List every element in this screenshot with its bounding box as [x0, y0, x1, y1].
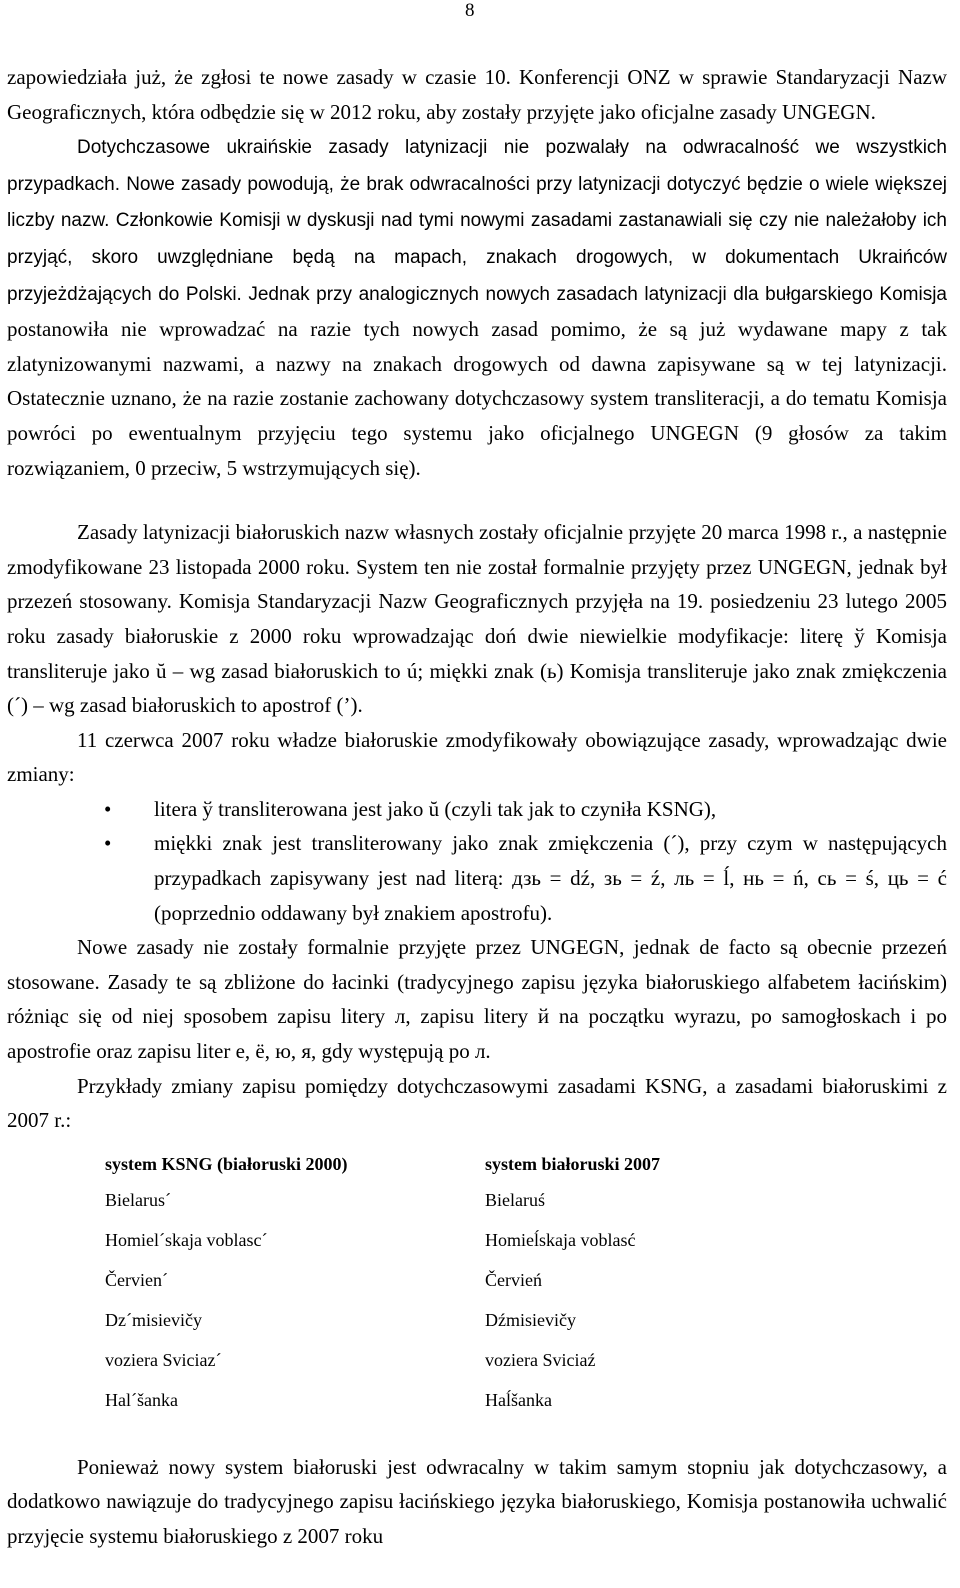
table-row: [7, 1380, 947, 1420]
table-cell: Hal´šanka: [105, 1389, 178, 1410]
table-row: [7, 1260, 947, 1300]
table-cell: voziera Sviciaź: [485, 1349, 596, 1370]
paragraph-serif-text: postanowiła nie wprowadzać na razie tych nowych zasad pomimo, że są już wydawane mapy z tak zlatynizowanymi nazwami, a nazwy na znakach drogowych od dawna zapisywane są w tej latynizacji. Ostatecznie uznano, że na razie zostanie zachowany dotychczasowy system transliteracji, a do tematu Komisja powróci po ewentualnym przyjęciu tego systemu jako oficjalnego UNGEGN (9 głosów za takim rozwiązaniem, 0 przeciw, 5 wstrzymujących się).: [7, 317, 947, 480]
page-number: 8: [465, 0, 475, 21]
table-row: [7, 1340, 947, 1380]
table-cell: Bielaruś: [485, 1189, 545, 1210]
table-cell: Bielarus´: [105, 1189, 171, 1210]
table-cell: Homiel´skaja voblasc´: [105, 1229, 268, 1250]
table-cell: Dz´misievičy: [105, 1309, 202, 1330]
table-cell: voziera Sviciaz´: [105, 1349, 222, 1370]
paragraph: 11 czerwca 2007 roku władze białoruskie zmodyfikowały obowiązujące zasady, wprowadzając dwie zmiany:: [7, 727, 947, 787]
spacer: [7, 485, 947, 515]
paragraph: Przykłady zmiany zapisu pomiędzy dotychczasowymi zasadami KSNG, a zasadami białoruskimi z 2007 r.:: [7, 1073, 947, 1133]
table-row: [7, 1300, 947, 1340]
table-cell: Dźmisievičy: [485, 1309, 576, 1330]
bullet-list: [7, 792, 947, 930]
paragraph: Zasady latynizacji białoruskich nazw własnych zostały oficjalnie przyjęte 20 marca 1998 r., a następnie zmodyfikowane 23 listopada 2000 roku. System ten nie został formalnie przyjęty przez UNGEGN, jednak był przezeń stosowany. Komisja Standaryzacji Nazw Geograficznych przyjęła na 19. posiedzeniu 23 lutego 2005 roku zasady białoruskie z 2000 roku wprowadzając doń dwie niewielkie modyfikacje: literę ў Komisja transliteruje jako ŭ – wg zasad białoruskich to ú; miękki znak (ь) Komisja transliteruje jako znak zmiękczenia (´) – wg zasad białoruskich to apostrof (’).: [7, 520, 947, 718]
list-item-text: litera ў transliterowana jest jako ŭ (czyli tak jak to czyniła KSNG),: [154, 796, 717, 821]
bullet-icon: •: [104, 831, 112, 856]
list-item: [7, 792, 947, 827]
list-item: [7, 826, 947, 930]
table-cell: Haĺšanka: [485, 1389, 552, 1410]
table-header-cell: system białoruski 2007: [485, 1153, 661, 1174]
paragraph: Ponieważ nowy system białoruski jest odwracalny w takim samym stopniu jak dotychczasowy, a dodatkowo nawiązuje do tradycyjnego zapisu łacińskiego języka białoruskiego, Komisja postanowiła uchwalić przyjęcie systemu białoruskiego z 2007 roku: [7, 1454, 947, 1548]
paragraph: zapowiedziała już, że zgłosi te nowe zasady w czasie 10. Konferencji ONZ w sprawie Standaryzacji Nazw Geograficznych, która odbędzie się w 2012 roku, aby zostały przyjęte jako oficjalne zasady UNGEGN.: [7, 65, 947, 124]
table-row: [7, 1180, 947, 1220]
table-row: [7, 1220, 947, 1260]
transliteration-table: [7, 1148, 947, 1420]
table-cell: Červien´: [105, 1269, 168, 1290]
paragraph-sans-text: Dotychczasowe ukraińskie zasady latynizacji nie pozwalały na odwracalność we wszystkich przypadkach. Nowe zasady powodują, że brak odwracalności przy latynizacji dotyczyć będzie o wiele większej liczby nazw. Członkowie Komisji w dyskusji nad tymi nowymi zasadami zastanawiali się czy nie należałoby ich przyjąć, skoro uwzględniane będą na mapach, znakach drogowych, w dokumentach Ukraińców przyjeżdżających do Polski. Jednak przy analogicznych nowych zasadach latynizacji dla bułgarskiego Komisja: [7, 137, 947, 305]
document-body: [7, 60, 947, 1554]
list-item-text: miękki znak jest transliterowany jako znak zmiękczenia (´), przy czym w następujących przypadkach zapisywany jest nad literą: дзь = dź, зь = ź, ль = ĺ, нь = ń, сь = ś, ць = ć (poprzednio oddawany był znakiem apostrofu).: [154, 831, 947, 925]
paragraph: [7, 129, 947, 485]
table-header-row: [7, 1148, 947, 1180]
table-header-cell: system KSNG (białoruski 2000): [105, 1153, 348, 1174]
bullet-icon: •: [104, 796, 112, 821]
table-cell: Homieĺskaja voblasć: [485, 1229, 636, 1250]
paragraph: Nowe zasady nie zostały formalnie przyjęte przez UNGEGN, jednak de facto są obecnie przezeń stosowane. Zasady te są zbliżone do łacinki (tradycyjnego zapisu języka białoruskiego alfabetem łacińskim) różniąc się od niej sposobem zapisu litery л, zapisu litery й na początku wyrazu, po samogłoskach i po apostrofie oraz zapisu liter е, ё, ю, я, gdy występują po л.: [7, 935, 947, 1064]
table-cell: Červień: [485, 1269, 542, 1290]
